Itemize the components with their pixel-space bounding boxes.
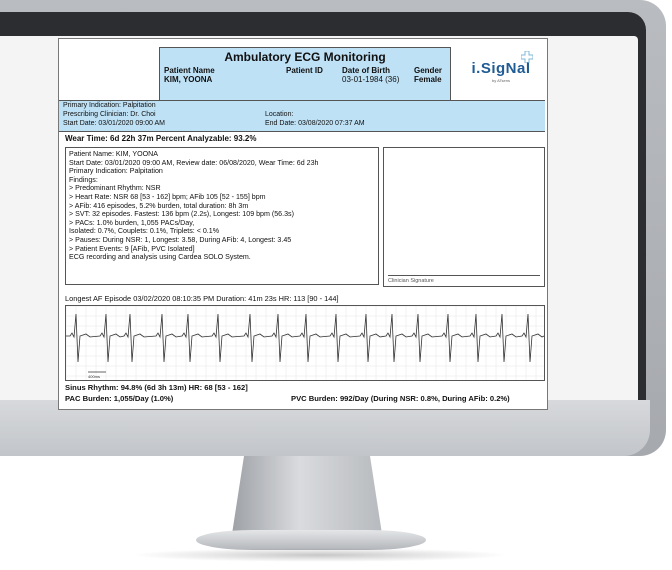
primary-indication: Primary Indication: Palpitation [63, 102, 156, 109]
patient-name: KIM, YOONA [164, 75, 213, 84]
end-date: End Date: 03/08/2020 07:37 AM [265, 120, 365, 127]
isignal-logo [459, 49, 543, 93]
finding-line: Patient Name: KIM, YOONA [69, 150, 158, 158]
dob-value: 03-01-1984 (36) [342, 75, 400, 84]
ecg-strip [65, 305, 545, 381]
findings-box [65, 147, 379, 285]
start-date: Start Date: 03/01/2020 09:00 AM [63, 120, 165, 127]
finding-line: > AFib: 416 episodes, 5.2% burden, total duration: 8h 3m [69, 201, 249, 210]
pvc-burden: PVC Burden: 992/Day (During NSR: 0.8%, During AFib: 0.2%) [291, 394, 510, 403]
finding-line: Isolated: 0.7%, Couplets: 0.1%, Triplets: < 0.1% [69, 227, 220, 236]
finding-line: > Predominant Rhythm: NSR [69, 184, 161, 193]
patient-info-band [59, 100, 545, 132]
gender-value: Female [414, 75, 442, 84]
logo-text: i.SigNal [471, 59, 531, 77]
report-header [159, 47, 451, 101]
monitor-shadow [130, 548, 510, 562]
logo-subtext: by ATsens [492, 77, 510, 83]
wear-time: Wear Time: 6d 22h 37m Percent Analyzable: 93.2% [65, 134, 257, 143]
finding-line: > Pauses: During NSR: 1, Longest: 3.58, During AFib: 4, Longest: 3.45 [69, 235, 292, 244]
dob-block [342, 66, 399, 84]
patient-id-label: Patient ID [286, 66, 323, 75]
finding-line: Start Date: 03/01/2020 09:00 AM, Review date: 06/08/2020, Wear Time: 6d 23h [69, 158, 319, 167]
signature-line [388, 275, 540, 276]
patient-name-label: Patient Name [164, 66, 215, 75]
patient-name-block [164, 66, 215, 84]
finding-line: > SVT: 32 episodes. Fastest: 136 bpm (2.2s), Longest: 109 bpm (56.3s) [69, 210, 294, 219]
finding-line: > Heart Rate: NSR 68 [53 - 162] bpm; AFib 105 [52 - 155] bpm [69, 192, 266, 201]
finding-line: Primary Indication: Palpitation [69, 167, 163, 176]
patient-id-block [286, 66, 323, 75]
signature-label: Clinician Signature [388, 278, 434, 284]
prescribing-clinician: Prescribing Clinician: Dr. Choi [63, 111, 156, 118]
gender-label: Gender [414, 66, 443, 75]
longest-af-episode: Longest AF Episode 03/02/2020 08:10:35 PM Duration: 41m 23s HR: 113 [90 - 144] [65, 294, 339, 303]
ecg-waveform [66, 306, 544, 380]
dob-label: Date of Birth [342, 66, 390, 75]
gender-block [414, 66, 442, 84]
signature-box [383, 147, 545, 287]
sinus-rhythm: Sinus Rhythm: 94.8% (6d 3h 13m) HR: 68 [53 - 162] [65, 383, 248, 392]
report-title: Ambulatory ECG Monitoring [224, 50, 386, 64]
finding-line: > PACs: 1.0% burden, 1,055 PACs/Day, [69, 218, 195, 227]
monitor-base [196, 530, 426, 550]
pac-burden: PAC Burden: 1,055/Day (1.0%) [65, 394, 174, 403]
logo-cross-icon [521, 51, 533, 63]
finding-line: > Patient Events: 9 [AFib, PVC Isolated] [69, 244, 195, 253]
finding-line: Findings: [69, 175, 98, 184]
ecg-report [58, 38, 548, 410]
monitor-stand [232, 456, 382, 534]
location: Location: [265, 111, 294, 118]
finding-line: ECG recording and analysis using Cardea SOLO System. [69, 253, 251, 262]
scale-label: 400ms [88, 374, 101, 379]
